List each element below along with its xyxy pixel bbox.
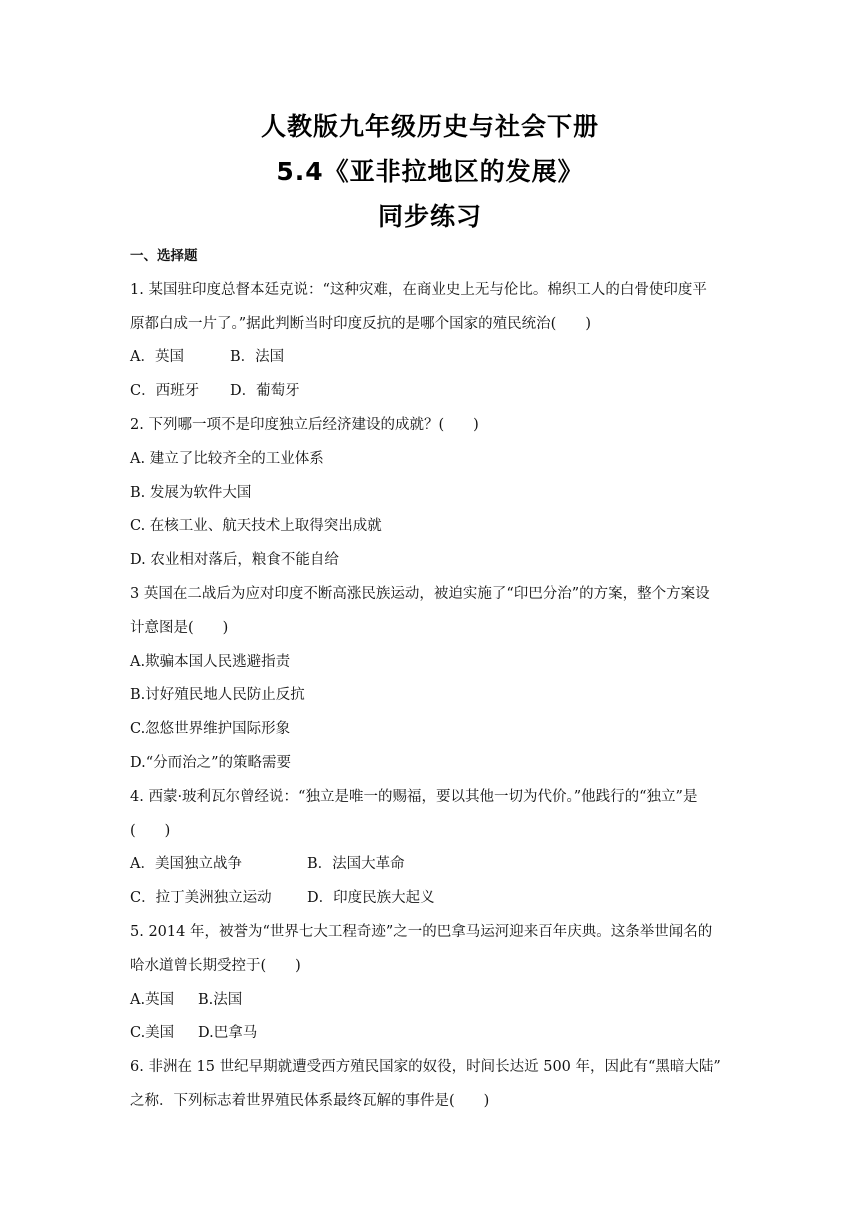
question-2-option-b: B. 发展为软件大国 [130,484,252,501]
question-4-options-row-1 [130,848,735,882]
question-5-stem-line-1: 5. 2014 年，被誉为“世界七大工程奇迹”之一的巴拿马运河迎来百年庆典。这条举世闻名的 [130,923,713,940]
question-4-option-b: B．法国大革命 [307,856,405,873]
question-3-option-b: B.讨好殖民地人民防止反抗 [130,687,305,704]
question-5-option-c: C.美国 [130,1025,175,1042]
question-2-option-c: C. 在核工业、航天技术上取得突出成就 [130,518,382,535]
question-4 [130,781,735,916]
question-6-stem-line-1: 6. 非洲在 15 世纪早期就遭受西方殖民国家的奴役，时间长达近 500 年，因此有“黑暗大陆” [130,1059,721,1076]
question-3-option-d: D.“分而治之”的策略需要 [130,754,292,771]
title-line-3: 同步练习 [377,202,482,231]
section-heading: 一、选择题 [130,248,198,264]
question-5-option-b: B.法国 [198,991,243,1008]
question-5-stem-line-2: 哈水道曾长期受控于( ) [130,957,301,974]
document-body [130,240,735,1119]
question-3-option-c: C.忽悠世界维护国际形象 [130,721,291,738]
question-5-options-row-1 [130,984,735,1018]
question-2 [130,409,735,578]
question-6 [130,1051,735,1119]
question-3-stem-line-2: 计意图是( ) [130,619,229,636]
question-1-stem-line-2: 原都白成一片了。”据此判断当时印度反抗的是哪个国家的殖民统治( ) [130,315,591,332]
question-4-option-a: A．美国独立战争 [130,856,242,873]
question-6-stem-line-2: 之称．下列标志着世界殖民体系最终瓦解的事件是( ) [130,1092,490,1109]
title-line-2: 5.4《亚非拉地区的发展》 [276,157,584,186]
question-3-stem-line-1: 3 英国在二战后为应对印度不断高涨民族运动，被迫实施了“印巴分治”的方案，整个方案设 [130,585,710,602]
question-1-options-row-2 [130,375,735,409]
question-3 [130,578,735,781]
question-1-option-c: C．西班牙 [130,383,200,400]
question-4-stem-line-1: 4. 西蒙·玻利瓦尔曾经说：“独立是唯一的赐福，要以其他一切为代价。”他践行的“独立”是 [130,788,698,805]
document-title [0,104,860,239]
question-4-option-d: D．印度民族大起义 [307,890,435,907]
question-2-stem-line-1: 2. 下列哪一项不是印度独立后经济建设的成就？( ) [130,416,479,433]
question-5 [130,916,735,1051]
question-1-stem-line-1: 1. 某国驻印度总督本廷克说：“这种灾难，在商业史上无与伦比。棉织工人的白骨使印度平 [130,281,707,298]
question-5-options-row-2 [130,1017,735,1051]
question-1-options-row-1 [130,341,735,375]
question-2-option-a: A. 建立了比较齐全的工业体系 [130,450,324,467]
title-line-1: 人教版九年级历史与社会下册 [260,112,599,141]
question-2-option-d: D. 农业相对落后，粮食不能自给 [130,552,339,569]
question-4-options-row-2 [130,882,735,916]
question-5-option-a: A.英国 [130,991,175,1008]
question-4-stem-line-2: ( ) [130,822,171,839]
question-1-option-d: D．葡萄牙 [230,383,300,400]
question-3-option-a: A.欺骗本国人民逃避指责 [130,653,291,670]
question-1-option-b: B．法国 [230,349,285,366]
question-4-option-c: C．拉丁美洲独立运动 [130,890,272,907]
question-1-option-a: A．英国 [130,349,184,366]
question-1 [130,274,735,409]
question-5-option-d: D.巴拿马 [198,1025,258,1042]
